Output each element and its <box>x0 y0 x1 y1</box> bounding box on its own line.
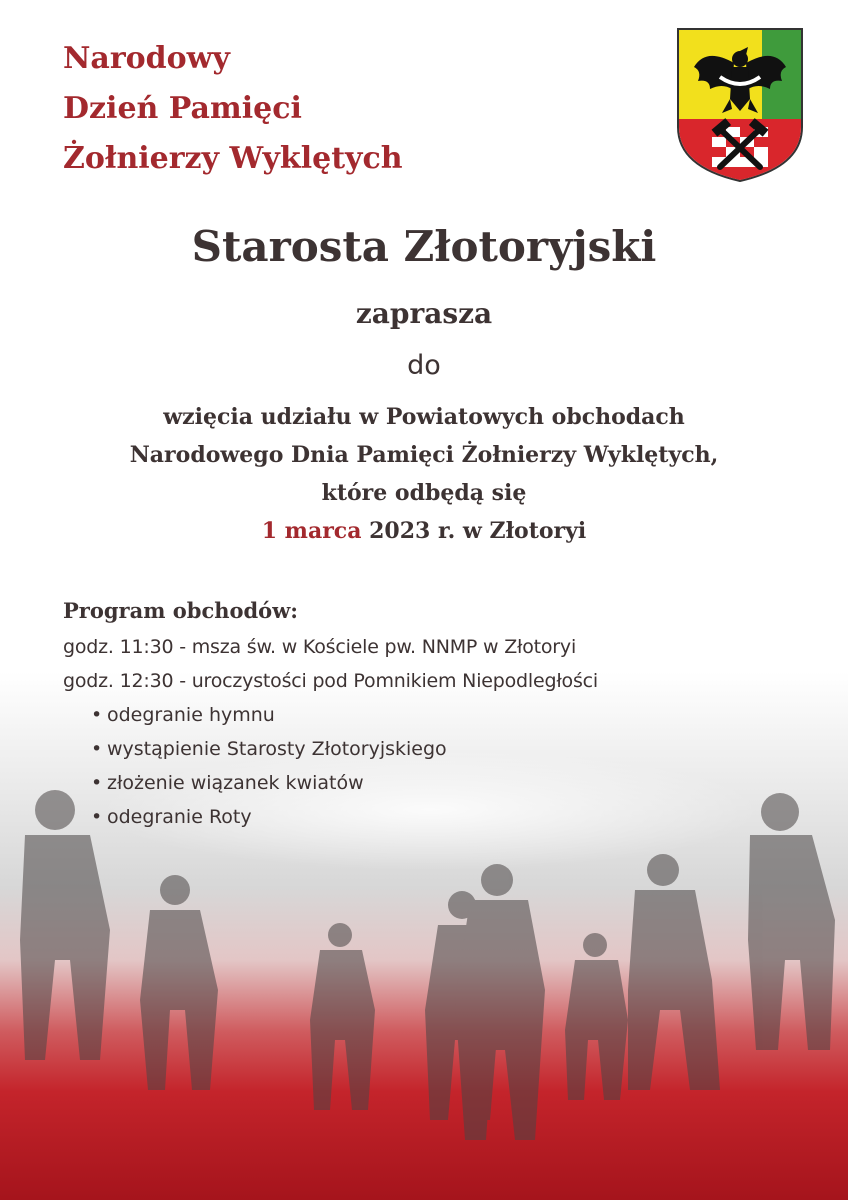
host-heading: Starosta Złotoryjski <box>191 222 657 271</box>
program-bullet-item: • wystąpienie Starosty Złotoryjskiego <box>91 732 783 766</box>
program-bullet-list <box>63 698 783 834</box>
details-line-2: Narodowego Dnia Pamięci Żołnierzy Wyklętych, <box>129 442 719 468</box>
invitation-details <box>0 398 848 550</box>
details-date-line <box>0 512 848 550</box>
details-line-1: wzięcia udziału w Powiatowych obchodach <box>163 404 685 430</box>
program-section <box>63 596 783 834</box>
coat-of-arms-icon <box>676 27 804 183</box>
program-bullet-item: • odegranie Roty <box>91 800 783 834</box>
preposition-text: do <box>407 350 441 381</box>
program-heading: Program obchodów: <box>63 598 299 623</box>
program-bullet-item: • odegranie hymnu <box>91 698 783 732</box>
event-title-line-1: Narodowy <box>63 41 230 76</box>
event-title-line-2: Dzień Pamięci <box>63 91 302 126</box>
event-title-line-3: Żołnierzy Wyklętych <box>63 141 403 176</box>
date-rest: 2023 r. w Złotoryi <box>361 518 587 544</box>
program-entry: godz. 12:30 - uroczystości pod Pomnikiem Niepodległości <box>63 670 598 692</box>
program-bullet-item: • złożenie wiązanek kwiatów <box>91 766 783 800</box>
date-highlight: 1 marca <box>261 518 362 544</box>
program-entry: godz. 11:30 - msza św. w Kościele pw. NNMP w Złotoryi <box>63 636 577 658</box>
event-title <box>63 34 403 184</box>
details-line-3: które odbędą się <box>321 480 527 506</box>
invites-text: zaprasza <box>355 297 493 330</box>
